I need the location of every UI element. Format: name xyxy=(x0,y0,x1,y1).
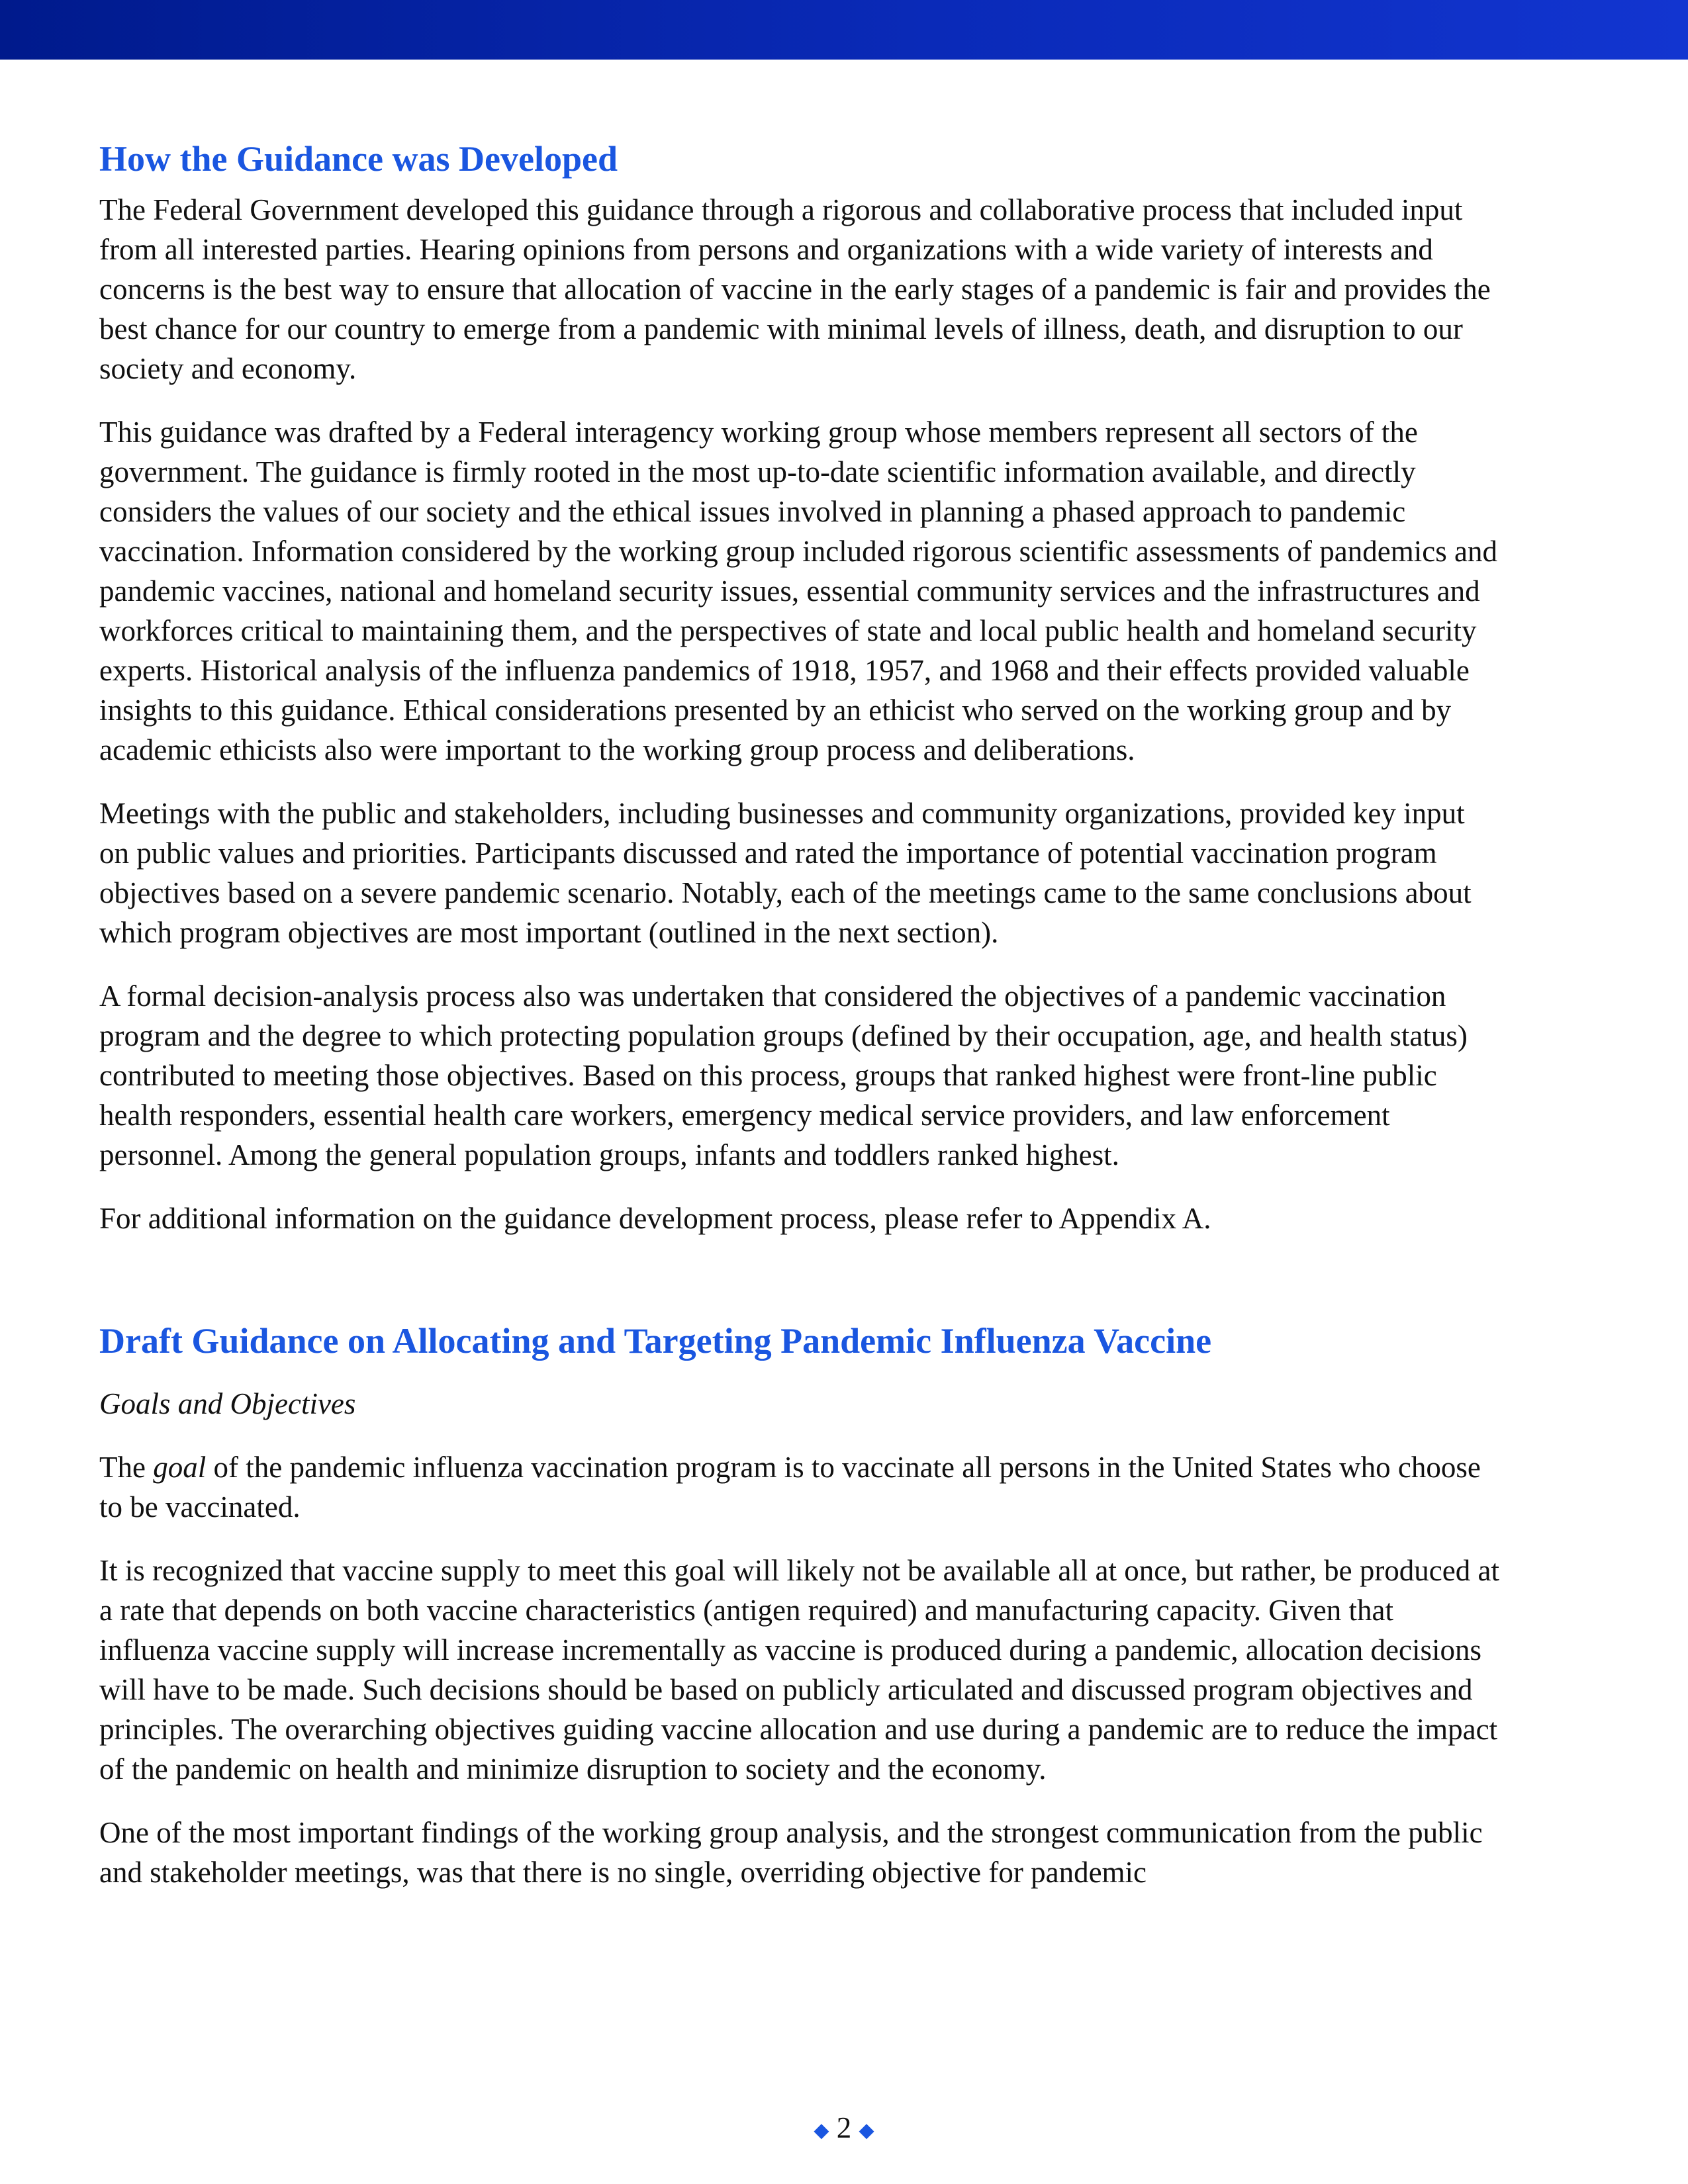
section-heading-draft-guidance: Draft Guidance on Allocating and Targeting Pandemic Influenza Vaccine xyxy=(99,1321,1212,1361)
page-footer xyxy=(0,2108,1688,2151)
paragraph: For additional information on the guidance development process, please refer to Appendix A. xyxy=(99,1202,1211,1235)
diamond-icon: ◆ xyxy=(814,2119,829,2142)
paragraph: It is recognized that vaccine supply to meet this goal will likely not be available all at once, but rather, be produced at a rate that depends on both vaccine characteristics (antigen required) and manufacturing capacity. Given that influenza vaccine supply will increase incrementally as vaccine is produced during a pandemic, allocation decisions will have to be made. Such decisions should be based on publicly articulated and discussed program objectives and principles. The overarching objectives guiding vaccine allocation and use during a pandemic are to reduce the impact of the pandemic on health and minimize disruption to society and the economy. xyxy=(99,1554,1499,1786)
header-band xyxy=(0,0,1688,60)
page-content xyxy=(99,136,1499,1916)
goal-suffix: of the pandemic influenza vaccination program is to vaccinate all persons in the United States who choose to be vaccinated. xyxy=(99,1451,1481,1524)
paragraph: A formal decision-analysis process also was undertaken that considered the objectives of a pandemic vaccination program and the degree to which protecting population groups (defined by their occupation, age, and health status) contributed to meeting those objectives. Based on this process, groups that ranked highest were front-line public health responders, essential health care workers, emergency medical service providers, and law enforcement personnel. Among the general population groups, infants and toddlers ranked highest. xyxy=(99,979,1468,1171)
goal-prefix: The xyxy=(99,1451,154,1484)
goal-emphasis: goal xyxy=(153,1451,207,1484)
paragraph: The Federal Government developed this guidance through a rigorous and collaborative process that included input from all interested parties. Hearing opinions from persons and organizations with a wide variety of interests and concerns is the best way to ensure that allocation of vaccine in the early stages of a pandemic is fair and provides the best chance for our country to emerge from a pandemic with minimal levels of illness, death, and disruption to our society and economy. xyxy=(99,193,1491,385)
subheading-goals-objectives: Goals and Objectives xyxy=(99,1387,356,1420)
page-number: 2 xyxy=(836,2111,852,2144)
paragraph: One of the most important findings of the working group analysis, and the strongest communication from the public and stakeholder meetings, was that there is no single, overriding objective for pandemic xyxy=(99,1816,1483,1889)
section-heading-guidance-developed: How the Guidance was Developed xyxy=(99,139,618,179)
paragraph: This guidance was drafted by a Federal interagency working group whose members represent all sectors of the government. The guidance is firmly rooted in the most up-to-date scientific information available, and directly considers the values of our society and the ethical issues involved in planning a phased approach to pandemic vaccination. Information considered by the working group included rigorous scientific assessments of pandemics and pandemic vaccines, national and homeland security issues, essential community services and the infrastructures and workforces critical to maintaining them, and the perspectives of state and local public health and homeland security experts. Historical analysis of the influenza pandemics of 1918, 1957, and 1968 and their effects provided valuable insights to this guidance. Ethical considerations presented by an ethicist who served on the working group and by academic ethicists also were important to the working group process and deliberations. xyxy=(99,416,1497,766)
paragraph: Meetings with the public and stakeholders, including businesses and community organizations, provided key input on public values and priorities. Participants discussed and rated the importance of potential vaccination program objectives based on a severe pandemic scenario. Notably, each of the meetings came to the same conclusions about which program objectives are most important (outlined in the next section). xyxy=(99,797,1472,949)
diamond-icon: ◆ xyxy=(859,2119,874,2142)
goal-paragraph xyxy=(99,1447,1499,1527)
